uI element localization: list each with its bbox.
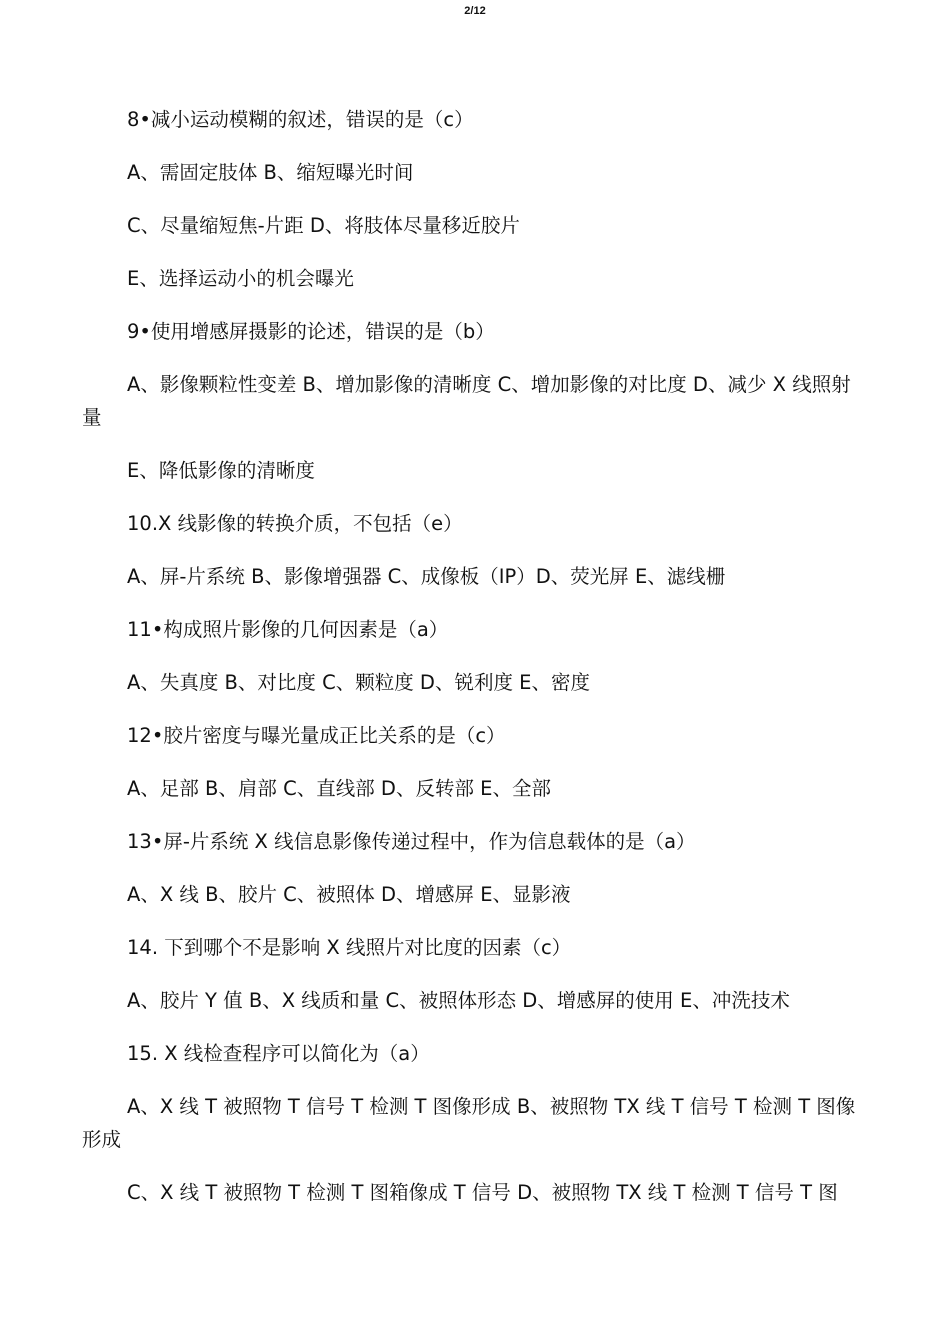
question-9-options-line-2: E、降低影像的清晰度 — [127, 459, 315, 482]
question-8-options-line-2: C、尽量缩短焦-片距 D、将肢体尽量移近胶片 — [127, 214, 520, 237]
question-9-stem: 9•使用增感屏摄影的论述，错误的是（b） — [127, 320, 495, 343]
question-11-options: A、失真度 B、对比度 C、颗粒度 D、锐利度 E、密度 — [127, 671, 590, 694]
question-10-options: A、屏-片系统 B、影像增强器 C、成像板（IP）D、荧光屏 E、滤线栅 — [127, 565, 726, 588]
question-15-options-line-2: C、X 线 T 被照物 T 检测 T 图箱像成 T 信号 D、被照物 TX 线 T 检测 T 信号 T 图 — [127, 1181, 838, 1204]
question-15-stem: 15. X 线检查程序可以简化为（a） — [127, 1042, 430, 1065]
question-10-stem: 10.X 线影像的转换介质，不包括（e） — [127, 512, 463, 535]
question-12-options: A、足部 B、肩部 C、直线部 D、反转部 E、全部 — [127, 777, 551, 800]
question-14-stem: 14. 下到哪个不是影响 X 线照片对比度的因素（c） — [127, 936, 572, 959]
document-body — [82, 103, 862, 1229]
question-11-stem: 11•构成照片影像的几何因素是（a） — [127, 618, 449, 641]
question-9-options-line-1: A、影像颗粒性变差 B、增加影像的清晰度 C、增加影像的对比度 D、减少 X 线照射量 — [82, 373, 851, 429]
question-15-options-line-1: A、X 线 T 被照物 T 信号 T 检测 T 图像形成 B、被照物 TX 线 T 信号 T 检测 T 图像形成 — [82, 1095, 856, 1151]
question-14-options: A、胶片 Y 值 B、X 线质和量 C、被照体形态 D、增感屏的使用 E、冲洗技术 — [127, 989, 790, 1012]
question-8-options-line-3: E、选择运动小的机会曝光 — [127, 267, 354, 290]
question-13-stem: 13•屏-片系统 X 线信息影像传递过程中，作为信息载体的是（a） — [127, 830, 696, 853]
question-13-options: A、X 线 B、胶片 C、被照体 D、增感屏 E、显影液 — [127, 883, 571, 906]
question-8-options-line-1: A、需固定肢体 B、缩短曝光时间 — [127, 161, 414, 184]
question-12-stem: 12•胶片密度与曝光量成正比关系的是（c） — [127, 724, 506, 747]
question-8-stem: 8•减小运动模糊的叙述，错误的是（c） — [127, 108, 474, 131]
page-number: 2/12 — [464, 5, 486, 17]
